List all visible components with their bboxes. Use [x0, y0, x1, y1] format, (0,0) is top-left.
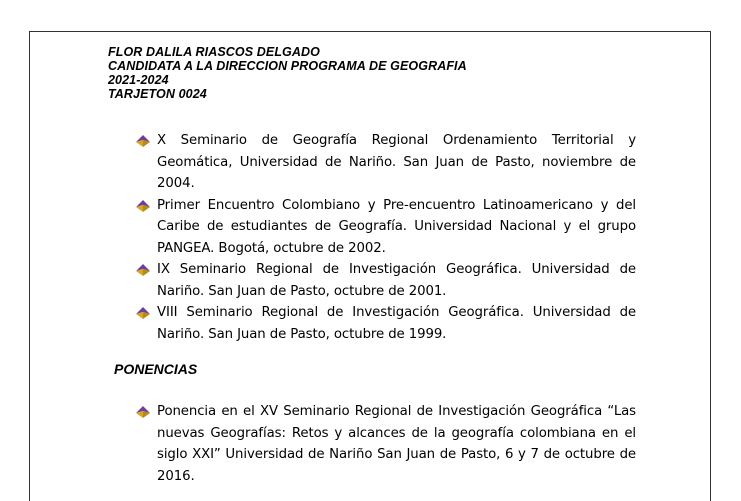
ticket-line: TARJETON 0024 [108, 87, 207, 101]
list-item-text: Ponencia en el XV Seminario Regional de Investigación Geográfica “Las nuevas Geografías: Retos y alcances de la geografía colombiana en el siglo XXI” Universidad de Nariño San Juan de Pasto, 6 y 7 de octubre de 2016. [157, 404, 636, 484]
candidacy-line: CANDIDATA A LA DIRECCION PROGRAMA DE GEOGRAFIA [108, 59, 467, 73]
arrow-bullet-icon [136, 135, 150, 147]
list-item [136, 401, 636, 487]
arrow-bullet-icon [136, 200, 150, 212]
ponencias-list [136, 401, 636, 487]
list-item-text: X Seminario de Geografía Regional Ordenamiento Territorial y Geomática, Universidad de Nariño. San Juan de Pasto, noviembre de 2004. [157, 133, 636, 191]
list-item-text: VIII Seminario Regional de Investigación Geográfica. Universidad de Nariño. San Juan de Pasto, octubre de 1999. [157, 305, 636, 342]
candidate-name: FLOR DALILA RIASCOS DELGADO [108, 45, 320, 59]
list-item-text: Primer Encuentro Colombiano y Pre-encuentro Latinoamericano y del Caribe de estudiantes de Geografía. Universidad Nacional y el grupo PANGEA. Bogotá, octubre de 2002. [157, 197, 636, 256]
arrow-bullet-icon [136, 264, 150, 276]
list-item-text: IX Seminario Regional de Investigación Geográfica. Universidad de Nariño. San Juan de Pasto, octubre de 2001. [157, 262, 636, 299]
section-title-ponencias: PONENCIAS [114, 361, 198, 377]
document-header [108, 45, 467, 101]
events-list [136, 130, 636, 345]
list-item [136, 259, 636, 302]
list-item [136, 195, 636, 260]
list-item [136, 130, 636, 195]
arrow-bullet-icon [136, 406, 150, 418]
period-line: 2021-2024 [108, 73, 169, 87]
list-item [136, 302, 636, 345]
arrow-bullet-icon [136, 307, 150, 319]
